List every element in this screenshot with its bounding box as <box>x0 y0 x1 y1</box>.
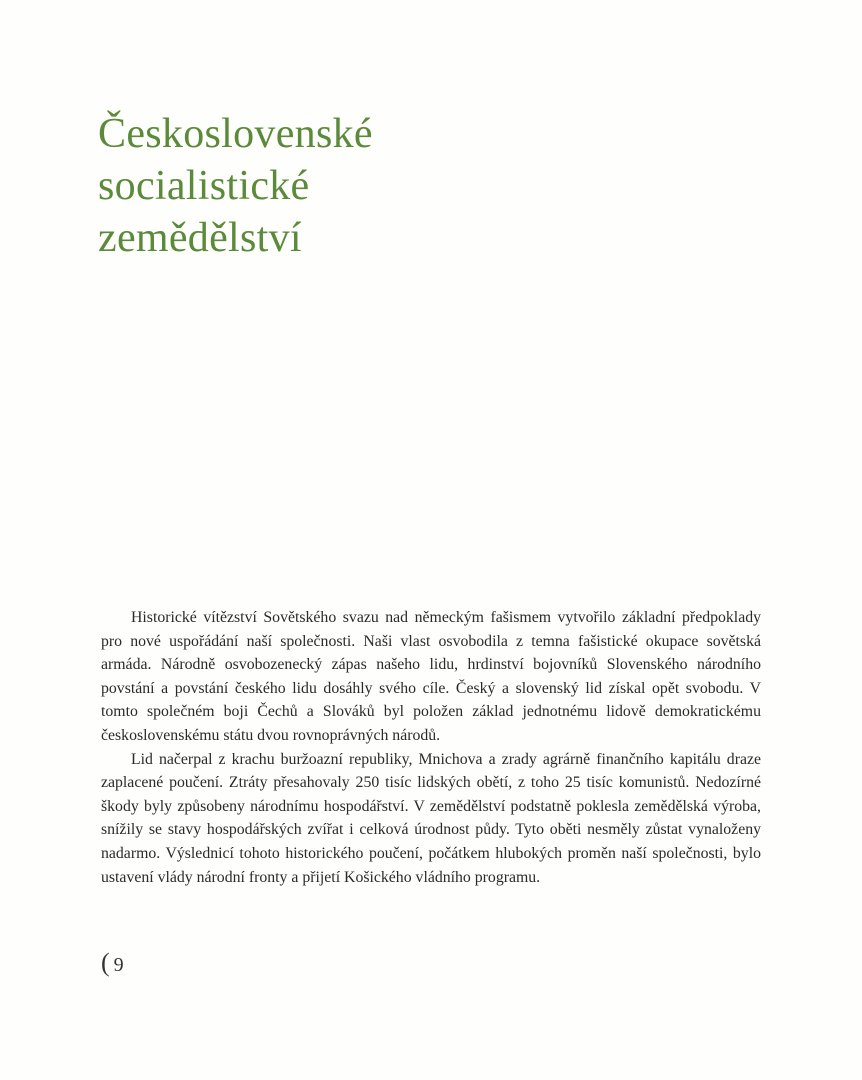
chapter-title <box>98 108 373 264</box>
paragraph: Historické vítězství Sovětského svazu nad německým fašismem vytvořilo základní předpoklady pro nové uspořádání naší společnosti. Naši vlast osvobodila z temna fašistické okupace sovětská armáda. Národně osvobozenecký zápas našeho lidu, hrdinství bojovníků Slovenského národního povstání a povstání českého lidu dosáhly svého cíle. Český a slovenský lid získal opět svobodu. V tomto společném boji Čechů a Slováků byl položen základ jednotnému lidově demokratickému československému státu dvou rovnoprávných národů. <box>101 609 761 744</box>
body-text <box>101 606 761 889</box>
page-number-value: 9 <box>113 954 124 976</box>
chapter-title-line-1: Československé <box>98 111 373 157</box>
chapter-title-line-3: zemědělství <box>98 215 302 261</box>
chapter-title-line-2: socialistické <box>98 163 310 209</box>
paragraph: Lid načerpal z krachu buržoazní republiky, Mnichova a zrady agrárně finančního kapitálu draze zaplacené poučení. Ztráty přesahovaly 250 tisíc lidských obětí, z toho 25 tisíc komunistů. Nedozírné škody byly způsobeny národnímu hospodářství. V zemědělství podstatně poklesla zemědělská výroba, snížily se stavy hospodářských zvířat i celková úrodnost půdy. Tyto oběti nesměly zůstat vynaloženy nadarmo. Výslednicí tohoto historického poučení, počátkem hlubokých proměn naší společnosti, bylo ustavení vlády národní fronty a přijetí Košického vládního programu. <box>101 750 761 886</box>
page-number <box>101 948 124 978</box>
page-number-bracket: ( <box>101 948 110 977</box>
